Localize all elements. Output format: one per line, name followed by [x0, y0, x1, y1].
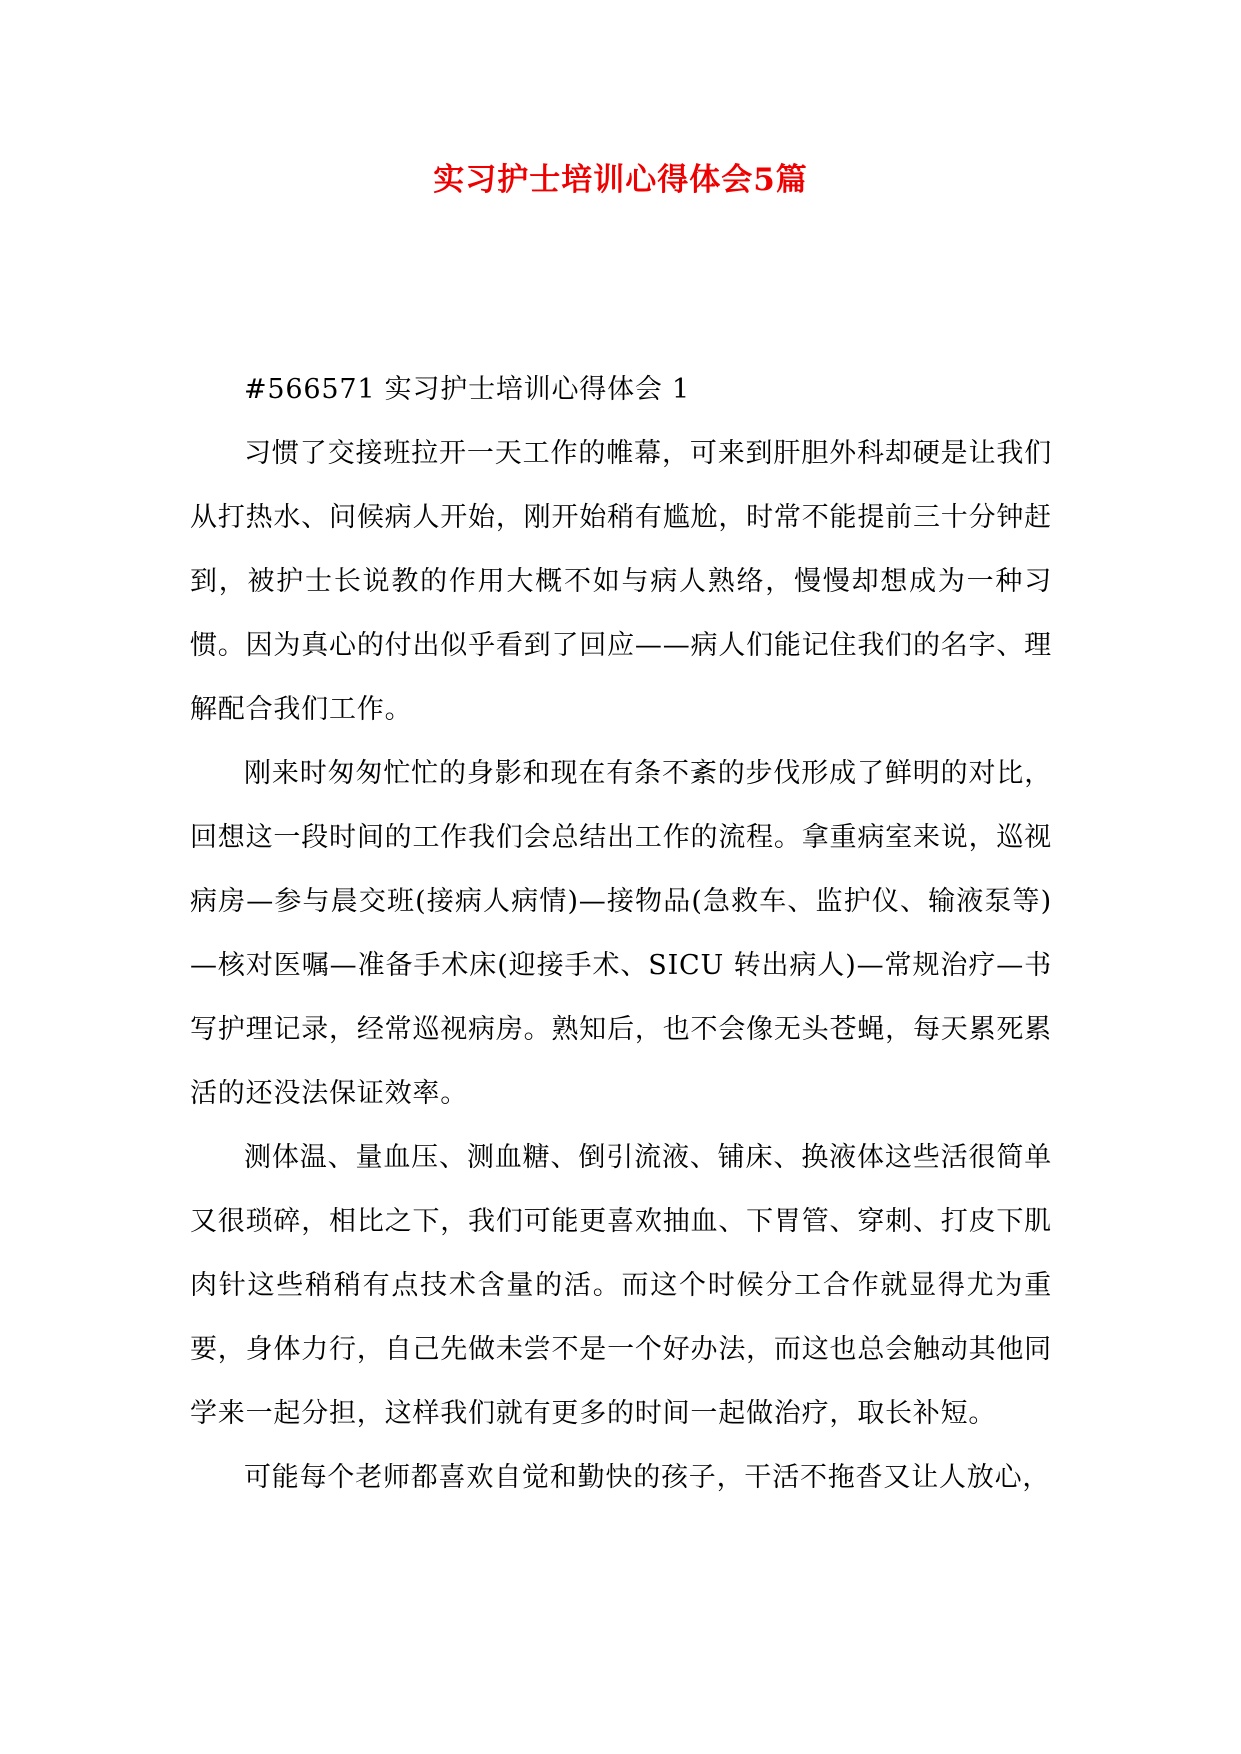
- document-body: [190, 358, 1052, 1510]
- paragraph: 刚来时匆匆忙忙的身影和现在有条不紊的步伐形成了鲜明的对比，回想这一段时间的工作我们会总结出工作的流程。拿重病室来说，巡视病房—参与晨交班(接病人病情)—接物品(急救车、监护仪、输液泵等)—核对医嘱—准备手术床(迎接手术、SICU 转出病人)—常规治疗—书写护理记录，经常巡视病房。熟知后，也不会像无头苍蝇，每天累死累活的还没法保证效率。: [190, 758, 1052, 1109]
- paragraph: 可能每个老师都喜欢自觉和勤快的孩子，干活不拖沓又让人放心，: [244, 1462, 1051, 1493]
- document-title: 实习护士培训心得体会5篇: [433, 162, 808, 198]
- paragraph: 习惯了交接班拉开一天工作的帷幕，可来到肝胆外科却硬是让我们从打热水、问候病人开始，刚开始稍有尴尬，时常不能提前三十分钟赶到，被护士长说教的作用大概不如与病人熟络，慢慢却想成为一种习惯。因为真心的付出似乎看到了回应——病人们能记住我们的名字、理解配合我们工作。: [190, 438, 1052, 725]
- section-heading: #566571 实习护士培训心得体会 1: [244, 374, 691, 405]
- paragraph: 测体温、量血压、测血糖、倒引流液、铺床、换液体这些活很简单又很琐碎，相比之下，我们可能更喜欢抽血、下胃管、穿刺、打皮下肌肉针这些稍稍有点技术含量的活。而这个时候分工合作就显得尤为重要，身体力行，自己先做未尝不是一个好办法，而这也总会触动其他同学来一起分担，这样我们就有更多的时间一起做治疗，取长补短。: [190, 1142, 1052, 1429]
